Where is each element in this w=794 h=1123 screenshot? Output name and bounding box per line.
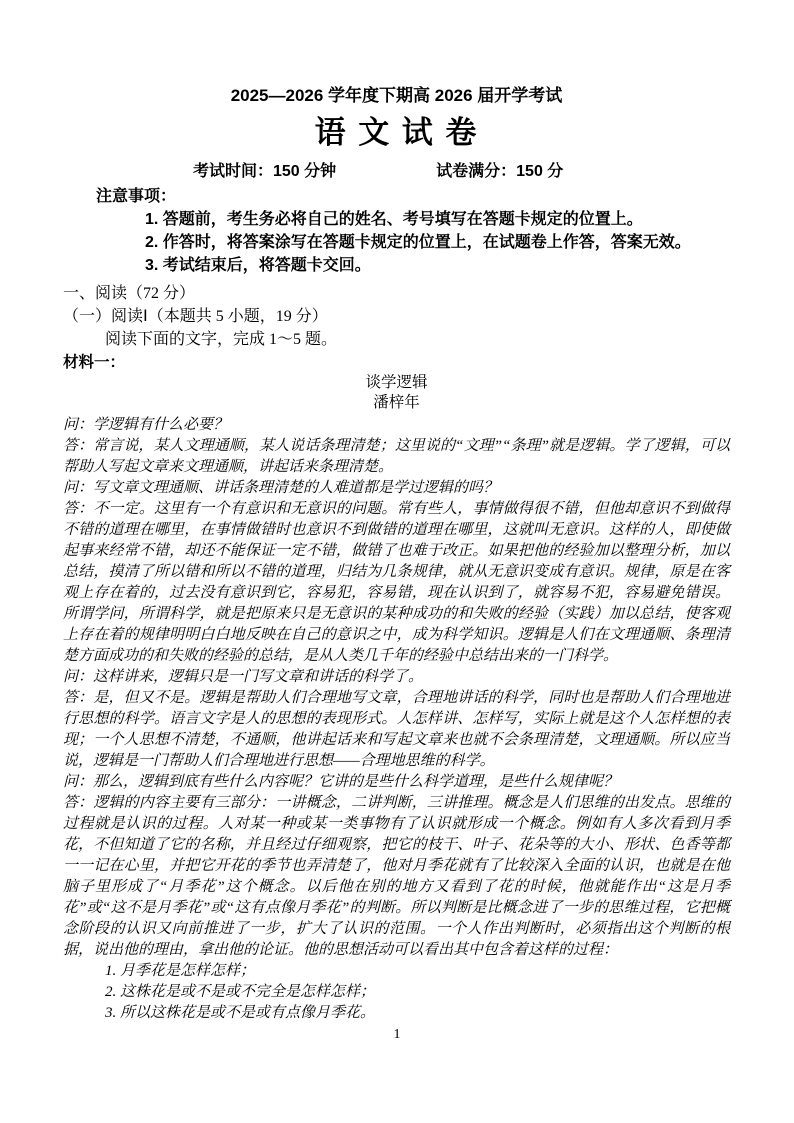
- article-numbered-list: [63, 961, 730, 1024]
- notice-item: 1. 答题前，考生务必将自己的姓名、考号填写在答题卡规定的位置上。: [145, 211, 643, 228]
- article-list-item: 3. 所以这株花是或不是或有点像月季花。: [105, 1005, 376, 1021]
- exam-duration: 考试时间：150 分钟: [193, 163, 337, 180]
- article-paragraph: 问：写文章文理通顺、讲话条理清楚的人难道都是学过逻辑的吗？: [63, 480, 499, 496]
- article-author: 潘梓年: [373, 394, 420, 411]
- notice-label: 注意事项：: [96, 188, 177, 205]
- exam-info-row: [63, 162, 730, 182]
- article-paragraph: 问：这样讲来，逻辑只是一门写文章和讲话的科学了。: [63, 669, 424, 685]
- article-body: [63, 415, 730, 961]
- material-label: 材料一：: [63, 354, 126, 371]
- notice-list: [63, 208, 730, 277]
- article-paragraph: 答：是，但又不是。逻辑是帮助人们合理地写文章，合理地讲话的科学，同时也是帮助人们合理地进行思想的科学。语言文字是人的思想的表现形式。人怎样讲、怎样写，实际上就是这个人怎样想的表现；一个人思想不清楚，不通顺，他讲起话来和写起文章来也就不会条理清楚，文理通顺。所以应当说，逻辑是一门帮助人们合理地进行思想——合理地思维的科学。: [63, 690, 730, 769]
- article-paragraph: 问：学逻辑有什么必要？: [63, 417, 229, 433]
- notice-item: 3. 考试结束后，将答题卡交回。: [145, 257, 371, 274]
- reading-instruction: 阅读下面的文字，完成 1～5 题。: [105, 331, 338, 348]
- article-list-item: 2. 这株花是或不是或不完全是怎样怎样；: [105, 984, 376, 1000]
- article-paragraph: 答：不一定。这里有一个有意识和无意识的问题。常有些人，事情做得很不错，但他却意识不到做得不错的道理在哪里，在事情做错时也意识不到做错的道理在哪里，这就叫无意识。这样的人，即使做起事来经常不错，却还不能保证一定不错，做错了也难于改正。如果把他的经验加以整理分析，加以总结，摸清了所以错和所以不错的道理，归结为几条规律，就从无意识变成有意识。规律，原是在客观上存在着的，过去没有意识到它，容易犯，容易错，现在认识到了，就容易不犯，容易避免错误。所谓学问，所谓科学，就是把原来只是无意识的某种成功的和失败的经验（实践）加以总结，使客观上存在着的规律明明白白地反映在自己的意识之中，成为科学知识。逻辑是人们在文理通顺、条理清楚方面成功的和失败的经验的总结，是从人类几千年的经验中总结出来的一门科学。: [63, 501, 730, 664]
- article-paragraph: 问：那么，逻辑到底有些什么内容呢？它讲的是些什么科学道理，是些什么规律呢？: [63, 774, 619, 790]
- page-number: 1: [393, 1027, 401, 1042]
- exam-session-line: 2025—2026 学年度下期高 2026 届开学考试: [230, 86, 563, 105]
- section-subheading: （一）阅读Ⅰ（本题共 5 小题，19 分）: [63, 308, 328, 325]
- exam-total-score: 试卷满分：150 分: [436, 163, 564, 180]
- section-heading: 一、阅读（72 分）: [63, 285, 196, 302]
- notice-item: 2. 作答时，将答案涂写在答题卡规定的位置上，在试题卷上作答，答案无效。: [145, 234, 691, 251]
- article-list-item: 1. 月季花是怎样怎样；: [105, 963, 256, 979]
- page-title: 语 文 试 卷: [314, 115, 479, 150]
- article-title: 谈学逻辑: [365, 374, 428, 391]
- article-paragraph: 答：常言说，某人文理通顺，某人说话条理清楚；这里说的“文理”“条理”就是逻辑。学了逻辑，可以帮助人写起文章来文理通顺，讲起话来条理清楚。: [63, 438, 730, 475]
- article-paragraph: 答：逻辑的内容主要有三部分：一讲概念，二讲判断，三讲推理。概念是人们思维的出发点。思维的过程就是认识的过程。人对某一种或某一类事物有了认识就形成一个概念。例如有人多次看到月季花，不但知道了它的名称，并且经过仔细观察，把它的枝干、叶子、花朵等的大小、形状、色香等都一一记在心里，并把它开花的季节也弄清楚了，他对月季花就有了比较深入全面的认识，也就是在他脑子里形成了“月季花”这个概念。以后他在别的地方又看到了花的时候，他就能作出“这是月季花”或“这不是月季花”或“这有点像月季花”的判断。所以判断是比概念进了一步的思维过程，它把概念阶段的认识又向前推进了一步，扩大了认识的范围。一个人作出判断时，必须指出这个判断的根据，说出他的理由，拿出他的论证。他的思想活动可以看出其中包含着这样的过程：: [63, 795, 730, 958]
